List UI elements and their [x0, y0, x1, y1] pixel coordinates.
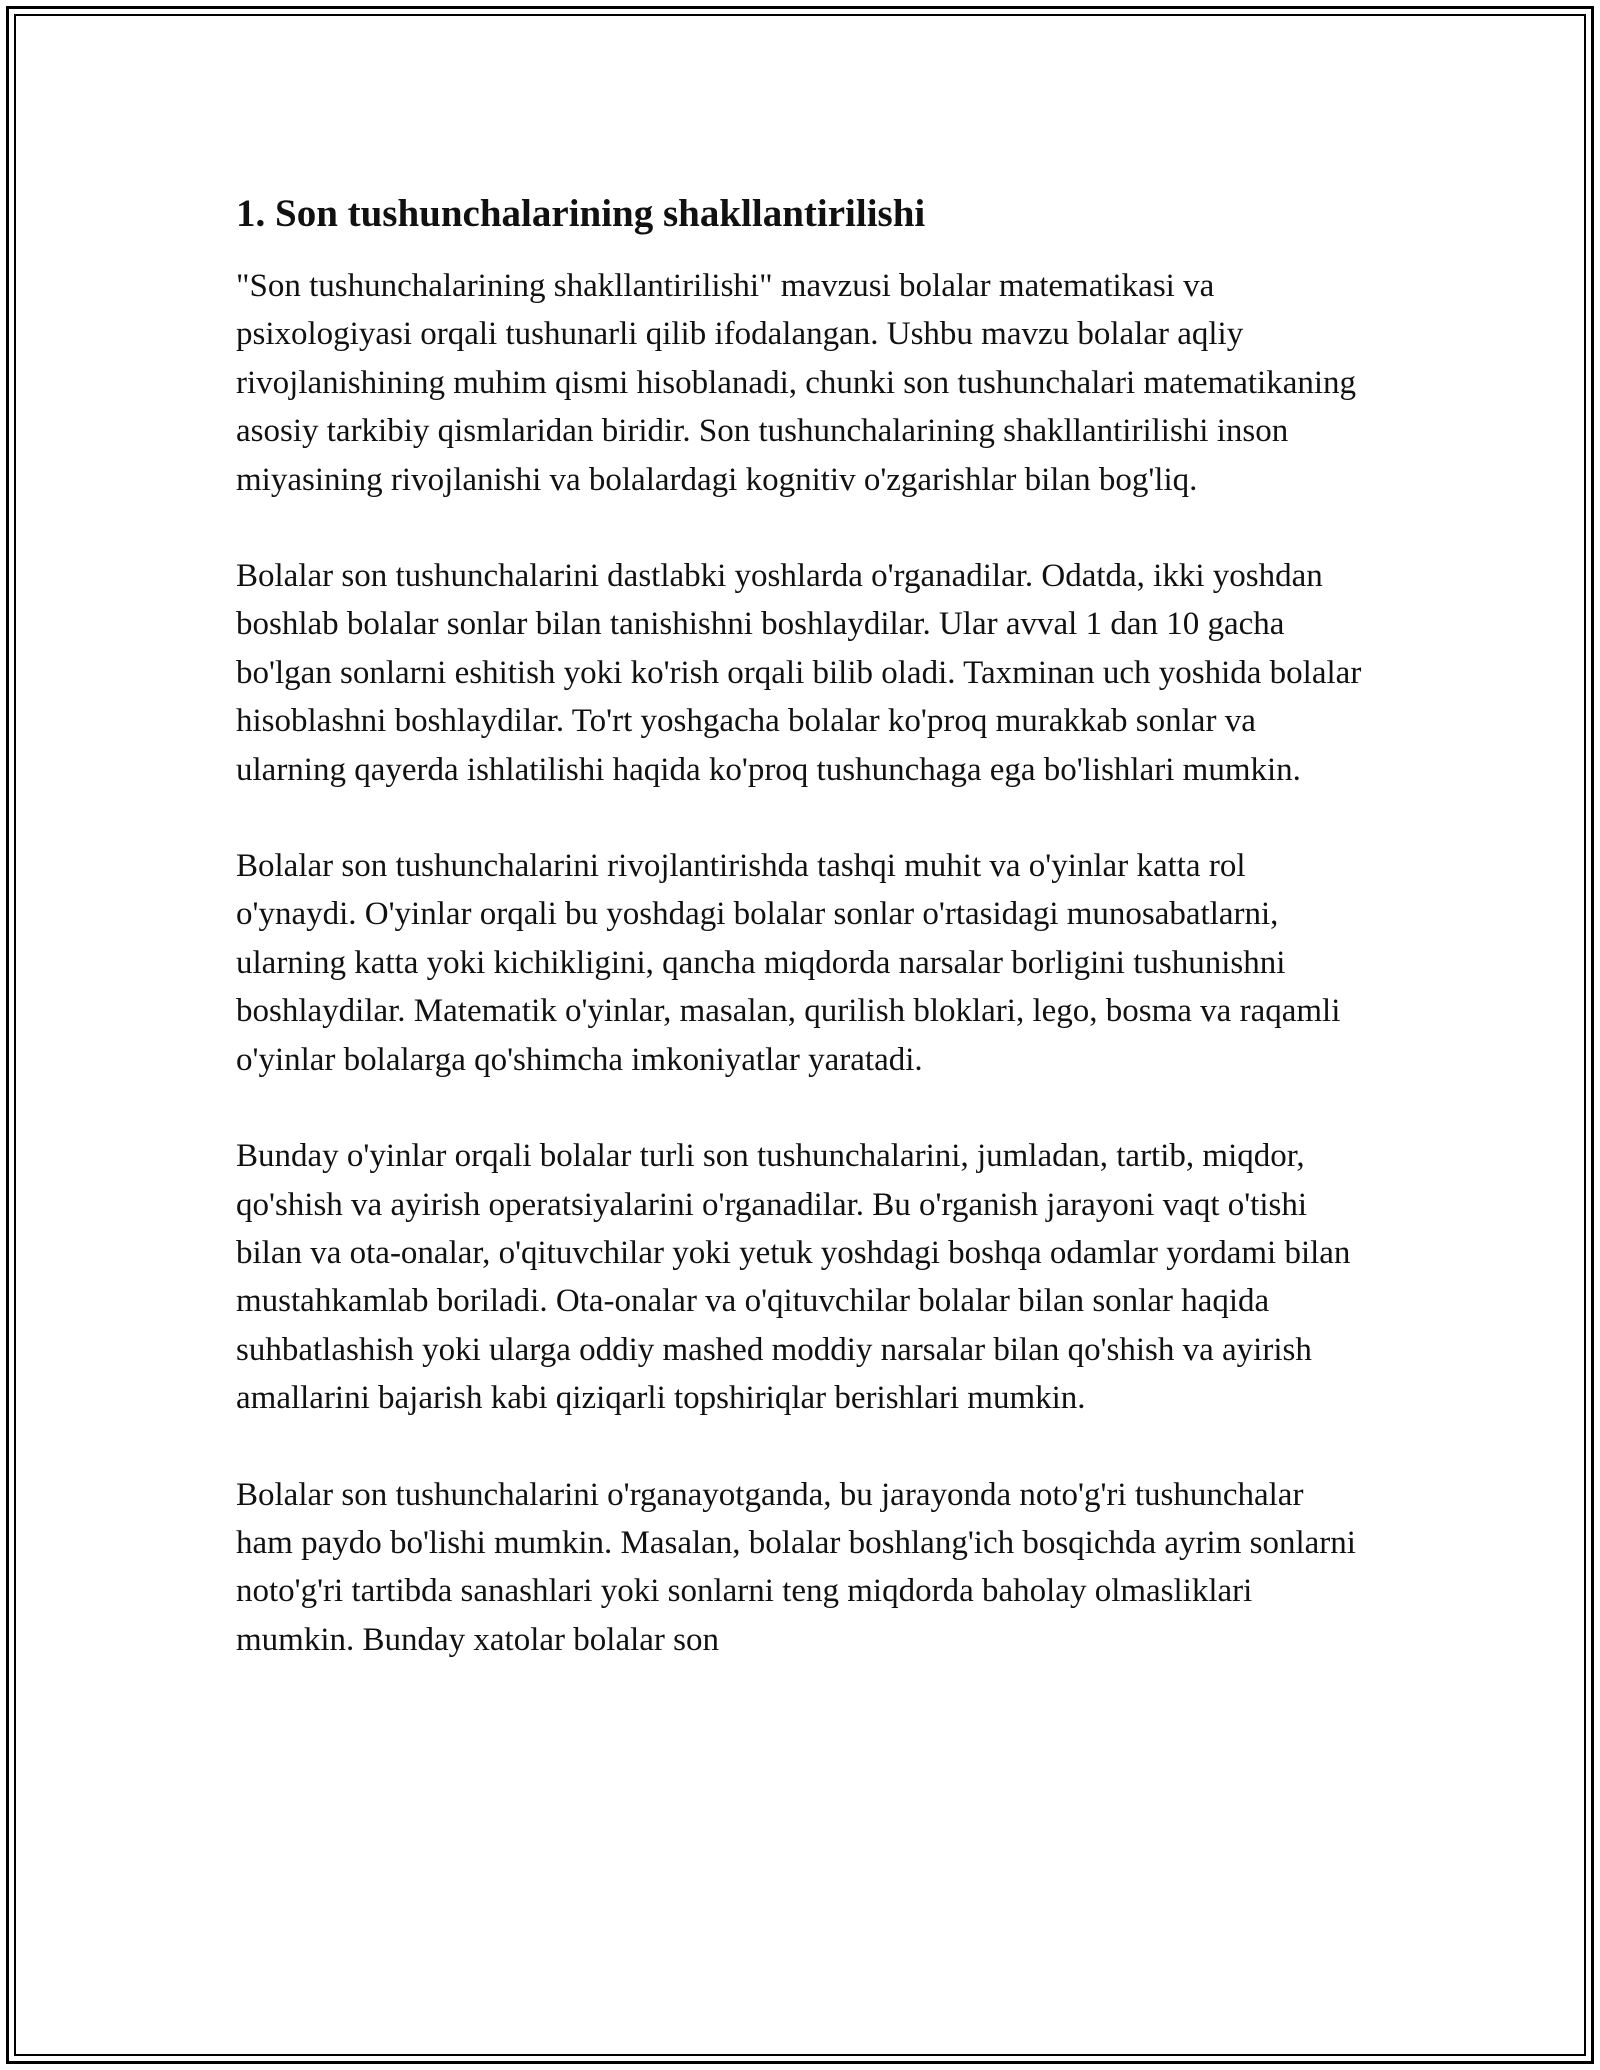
paragraph-1: "Son tushunchalarining shakllantirilishi" mavzusi bolalar matematikasi va psixologiyasi orqali tushunarli qilib ifodalangan. Ushbu mavzu bolalar aqliy rivojlanishining muhim qismi hisoblanadi, chunki son tushunchalari matematikaning asosiy tarkibiy qismlaridan biridir. Son tushunchalarining shakllantirilishi inson miyasining rivojlanishi va bolalardagi kognitiv o'zgarishlar bilan bog'liq.: [236, 268, 1357, 498]
paragraph-2: Bolalar son tushunchalarini dastlabki yoshlarda o'rganadilar. Odatda, ikki yoshdan boshlab bolalar sonlar bilan tanishishni boshlaydilar. Ular avval 1 dan 10 gacha bo'lgan sonlarni eshitish yoki ko'rish orqali bilib oladi. Taxminan uch yoshida bolalar hisoblashni boshlaydilar. To'rt yoshgacha bolalar ko'proq murakkab sonlar va ularning qayerda ishlatilishi haqida ko'proq tushunchaga ega bo'lishlari mumkin.: [236, 558, 1362, 788]
paragraph-5: Bolalar son tushunchalarini o'rganayotganda, bu jarayonda noto'g'ri tushunchalar ham paydo bo'lishi mumkin. Masalan, bolalar boshlang'ich bosqichda ayrim sonlarni noto'g'ri tartibda sanashlari yoki sonlarni teng miqdorda baholay olmasliklari mumkin. Bunday xatolar bolalar son: [236, 1476, 1356, 1658]
paragraph-4: Bunday o'yinlar orqali bolalar turli son tushunchalarini, jumladan, tartib, miqdor, qo'shish va ayirish operatsiyalarini o'rganadilar. Bu o'rganish jarayoni vaqt o'tishi bilan va ota-onalar, o'qituvchilar yoki yetuk yoshdagi boshqa odamlar yordami bilan mustahkamlab boriladi. Ota-onalar va o'qituvchilar bolalar bilan sonlar haqida suhbatlashish yoki ularga oddiy mashed moddiy narsalar bilan qo'shish va ayirish amallarini bajarish kabi qiziqarli topshiriqlar berishlari mumkin.: [236, 1138, 1351, 1417]
paragraph-3: Bolalar son tushunchalarini rivojlantirishda tashqi muhit va o'yinlar katta rol o'ynaydi. O'yinlar orqali bu yoshdagi bolalar sonlar o'rtasidagi munosabatlarni, ularning katta yoki kichikligini, qancha miqdorda narsalar borligini tushunishni boshlaydilar. Matematik o'yinlar, masalan, qurilish bloklari, lego, bosma va raqamli o'yinlar bolalarga qo'shimcha imkoniyatlar yaratadi.: [236, 848, 1341, 1078]
document-body: [236, 188, 1366, 1712]
section-heading: 1. Son tushunchalarining shakllantirilishi: [236, 192, 926, 235]
